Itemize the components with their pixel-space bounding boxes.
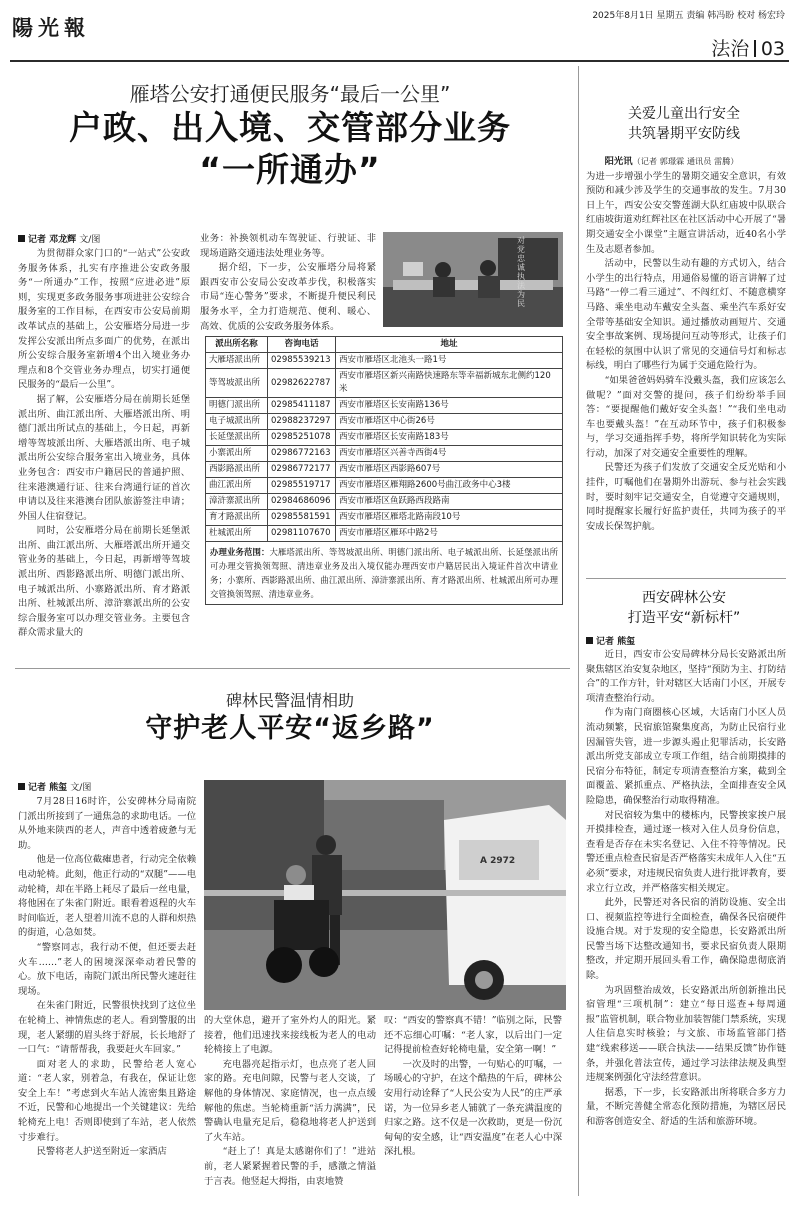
station-name-cell: 长延堡派出所	[206, 430, 268, 446]
station-address-cell: 西安市雁塔区西影路607号	[336, 462, 563, 478]
second-photo	[204, 780, 566, 1010]
section-divider	[754, 40, 756, 57]
lead-photo	[383, 232, 563, 327]
station-address-cell: 西安市雁塔区北池头一路1号	[336, 353, 563, 369]
lead-kicker: 雁塔公安打通便民服务“最后一公里”	[129, 82, 451, 106]
station-name-cell: 小寨派出所	[206, 446, 268, 462]
section-label	[711, 34, 785, 61]
paragraph: 面对老人的求助，民警给老人宽心道：“老人家，别着急，有我在，保证让您安全上车！”考虑到火车站人流密集且路途不近，民警和心地提出一个关键建议：先给轮椅充上电！否则即使到了车站，老人依然寸步难行。	[18, 1058, 196, 1143]
paragraph: 民警还为孩子们发放了交通安全反光贴和小挂件，叮嘱他们在暑期外出游玩、参与社会实践时，要时刻牢记交通安全，自觉遵守交通规则，同时提醒家长履行好监护责任，共同为孩子的平安成长保驾护航。	[586, 462, 786, 532]
station-address-cell: 西安市雁塔区雁塔北路南段10号	[336, 510, 563, 526]
second-headline: 守护老人平安“返乡路”	[145, 713, 435, 744]
sidebar-story2-title-line2: 打造平安“新标杆”	[627, 610, 741, 626]
car-plate-number: A 2972	[480, 856, 516, 866]
station-name-cell: 曲江派出所	[206, 478, 268, 494]
sidebar-story2-title-line1: 西安碑林公安	[642, 590, 726, 606]
station-address-cell: 西安市雁塔区兴善寺西街4号	[336, 446, 563, 462]
table-row	[206, 462, 563, 478]
paragraph: 他是一位高位截瘫患者，行动完全依赖电动轮椅。此刻，他正行动的“双腿”——电动轮椅，却在半路上耗尽了最后一丝电量，将他困在了朱雀门附近。眼看着返程的火车时间临近，老人望着川流不息的人群和炽热的街道，心急如焚。	[18, 854, 196, 939]
table-row	[206, 430, 563, 446]
second-column-2	[204, 1014, 376, 1197]
station-address-cell: 西安市雁塔区长安南路136号	[336, 398, 563, 414]
paragraph: 活动中，民警以生动有趣的方式切入，结合小学生的出行特点，用通俗易懂的语言讲解了过马路“一停二看三通过”、不闯红灯、不随意横穿马路、乘坐电动车戴安全头盔、乘坐汽车系好安全带等基础安全知识。通过播放动画短片、交通安全事故案例、现场提问互动等形式，让孩子们在轻松的氛围中认识了常见的交通信号灯和标志标线，明白了哪些行为属于交通危险行为。	[586, 258, 786, 372]
station-table-wrapper	[205, 336, 563, 605]
paragraph: 为贯彻群众家门口的“一站式”公安政务服务体系，扎实有序推进公安政务服务“一所通办”工作，按照“应进必进”原则，实现更多政务服务事项进驻公安综合服务室的工作目标，在西安市公安局前期改革试点的基础上，公安雁塔分局进一步发挥公安派出所点多面广的优势，在派出所公安综合服务室新增4个出入境业务办理点和8个交管业务办理点，切实打通便民服务的“最后一公里”。	[18, 248, 190, 391]
table-header: 咨询电话	[268, 337, 336, 353]
table-row	[206, 526, 563, 542]
paragraph: 为巩固整治成效，长安路派出所创新推出民宿管理“三项机制”：建立“每日巡查+每周通报”监管机制，联合物业加装智能门禁系统，实现人住信息实时核验；与文旅、市场监管部门搭建“线索移送——联合执法——结果反馈”协作链条，并强化普法宣传，通过学习法律法规及典型违规案例强化守法经营意识。	[586, 984, 786, 1084]
station-phone-cell: 02981107670	[268, 526, 336, 542]
station-phone-cell: 02986772177	[268, 462, 336, 478]
paragraph: 在朱雀门附近，民警很快找到了这位坐在轮椅上、神情焦虑的老人。看到警服的出现，老人紧绷的眉头终于舒展，长长地舒了一口气：“请帮帮我，我要赶火车回家。”	[18, 1000, 196, 1056]
column-divider	[578, 66, 579, 1196]
second-byline: 记者 熊玺 文/图	[18, 780, 91, 793]
station-phone-cell: 02986772163	[268, 446, 336, 462]
second-column-1	[18, 795, 196, 1197]
lead-headline-line1: 户政、出入境、交管部分业务	[69, 108, 511, 147]
table-header: 地址	[336, 337, 563, 353]
second-column-3	[384, 1014, 562, 1197]
paragraph: 为进一步增强小学生的暑期交通安全意识，有效预防和减少涉及学生的交通事故的发生。7月30日上午，西安公安交警莲湖大队红庙坡中队联合红庙坡街道劝红辉社区在社区活动中心开展了“暑期交通安全小课堂”主题宣讲活动，近40名小学生及志愿者参加。	[586, 170, 786, 255]
police-helping-elder-photo	[204, 780, 566, 1010]
edition-info: 2025年8月1日 星期五 责编 韩冯盼 校对 杨宏玲	[592, 11, 785, 21]
table-body	[206, 353, 563, 542]
lead-byline: 记者 邓龙辉 文/图	[18, 232, 100, 245]
station-phone-cell: 02985411187	[268, 398, 336, 414]
scope-label: 办理业务范围：	[210, 547, 270, 557]
scope-text: 大雁塔派出所、等驾坡派出所、明德门派出所、电子城派出所、长延堡派出所可办理交管换领驾照、清违章业务及出入境仅能办理西安市户籍居民出入境证件首次申请业务；小寨所、西影路派出所、曲江派出所、漳浒寨派出所、育才路派出所、杜城派出所可办理交管换领驾照、清违章业务。	[210, 547, 559, 599]
sidebar-story1-body	[586, 154, 786, 574]
page-number: 03	[760, 38, 785, 60]
lead-column-1	[18, 247, 190, 655]
station-name-cell: 大雁塔派出所	[206, 353, 268, 369]
paragraph: 的大堂休息，避开了室外灼人的阳光。紧接着，他们迅速找来接线板为老人的电动轮椅接上了电源。	[204, 1015, 376, 1056]
sidebar-rule	[586, 578, 786, 579]
lead-headline-line2: “一所通办”	[199, 150, 381, 189]
photo-wall-slogan: 对党忠诚 执法为民	[517, 236, 525, 308]
table-row	[206, 398, 563, 414]
byline-marker	[18, 783, 25, 790]
sidebar-story1-byline: 阳光讯（记者 郭璟霖 通讯员 雷腾）	[604, 156, 739, 167]
paragraph: “赶上了！真是太感谢你们了！”进站前，老人紧紧握着民警的手，感激之情溢于言表。他竖起大拇指，由衷地赞	[204, 1146, 376, 1187]
byline-marker	[586, 637, 593, 644]
sidebar-story1-title-line1: 关爱儿童出行安全	[628, 106, 740, 122]
masthead-rule	[10, 60, 789, 62]
station-phone-cell: 02985581591	[268, 510, 336, 526]
lead-column-2	[200, 232, 376, 332]
paragraph: 民警将老人护送至附近一家酒店	[36, 1146, 167, 1158]
station-address-cell: 西安市雁塔区新兴南路快速路东等幸福新城东北侧约120米	[336, 369, 563, 398]
paragraph: 叹：“西安的警察真不错！”临别之际，民警还不忘细心叮嘱：“老人家，以后出门一定记得提前检查好轮椅电量，安全第一啊！”	[384, 1015, 562, 1056]
paragraph: 据介绍，下一步，公安雁塔分局将紧跟西安市公安局公安改革步伐，积极落实市局“连心警务”要求，不断提升便民利民服务水平，全力打造规范、便利、暖心、高效、优质的公安政务服务体系。	[200, 262, 376, 332]
table-row	[206, 353, 563, 369]
station-phone-cell: 02988237297	[268, 414, 336, 430]
table-header: 派出所名称	[206, 337, 268, 353]
station-name-cell: 等驾坡派出所	[206, 369, 268, 398]
station-name-cell: 漳浒寨派出所	[206, 494, 268, 510]
station-name-cell: 杜城派出所	[206, 526, 268, 542]
station-phone-cell: 02985519717	[268, 478, 336, 494]
station-address-cell: 西安市雁塔区中心街26号	[336, 414, 563, 430]
paragraph: 据了解，公安雁塔分局在前期长延堡派出所、曲江派出所、大雁塔派出所、明德门派出所试点的基础上，今日起，再新增等驾坡派出所、大雁塔派出所、电子城派出所公安综合服务室出入境业务，具体业务包含：西安市户籍居民的普通护照、往来港澳通行证、往来台湾通行证的首次申请以及往来港澳台团队旅游签注申请；外国人住宿登记。	[18, 393, 190, 522]
table-row	[206, 494, 563, 510]
newspaper-logo: 陽光報	[12, 15, 90, 40]
byline-marker	[18, 235, 25, 242]
table-row	[206, 446, 563, 462]
sidebar-story2-body	[586, 648, 786, 1197]
paragraph: 近日，西安市公安局碑林分局长安路派出所聚焦辖区治安复杂地区，坚持“预防为主、打防结合”的工作方针，针对辖区大话南门小区，开展专项清查整治行动。	[586, 649, 786, 704]
station-phone-cell: 02985539213	[268, 353, 336, 369]
section-rule	[15, 668, 570, 669]
station-table	[205, 336, 563, 542]
table-row	[206, 478, 563, 494]
station-address-cell: 西安市雁塔区长安南路183号	[336, 430, 563, 446]
table-row	[206, 510, 563, 526]
station-phone-cell: 02985251078	[268, 430, 336, 446]
station-name-cell: 明德门派出所	[206, 398, 268, 414]
paragraph: “如果爸爸妈妈骑车没戴头盔，我们应该怎么做呢？”面对交警的提问，孩子们纷纷举手回答：“要提醒他们戴好安全头盔！”“我们坐电动车也要戴头盔！”在互动环节中，孩子们积极参与，学习交通指挥手势，将所学知识转化为实际行动，加深了对交通安全重要性的理解。	[586, 374, 786, 459]
station-address-cell: 西安市雁塔区雁翔路2600号曲江政务中心3楼	[336, 478, 563, 494]
service-counter-photo	[383, 232, 563, 327]
second-kicker: 碑林民警温情相助	[225, 691, 354, 710]
paragraph: 7月28日16时许，公安碑林分局南院门派出所接到了一通焦急的求助电话。一位从外地来陕西的老人，声音中透着疲惫与无助。	[18, 796, 196, 851]
section-name: 法治	[711, 38, 750, 60]
station-name-cell: 电子城派出所	[206, 414, 268, 430]
paragraph: 作为南门商圈核心区域，大话南门小区人员流动频繁，民宿旅馆聚集度高，为防止民宿行业因漏管失管，进一步源头遏止犯罪活动，长安路派出所党支部成立专项工作组，结合前期摸排的民宿分布特征，制定专项清查整治方案，截到全面覆盖、紧抓重点、严格执法，全面排查安全风险隐患，确保整治行动取得精准。	[586, 707, 786, 806]
station-address-cell: 西安市雁塔区鱼跃路西段路南	[336, 494, 563, 510]
station-name-cell: 西影路派出所	[206, 462, 268, 478]
sidebar-story1-title-line2: 共筑暑期平安防线	[628, 126, 740, 142]
paragraph: “警察同志，我行动不便，但还要去赶火车……”老人的困境深深牵动着民警的心。放下电话，南院门派出所民警火速赶往现场。	[18, 941, 196, 997]
table-row	[206, 414, 563, 430]
table-header-row	[206, 337, 563, 353]
station-name-cell: 育才路派出所	[206, 510, 268, 526]
paragraph: 一次及时的出警，一句贴心的叮嘱，一场暖心的守护，在这个酷热的午后，碑林公安用行动诠释了“人民公安为人民”的庄严承诺，为一位异乡老人铺就了一条充满温度的归家之路。这不仅是一次救助，更是一份沉甸甸的安全感，让“西安温度”在老人心中深深扎根。	[384, 1058, 562, 1158]
station-address-cell: 西安市雁塔区雁环中路2号	[336, 526, 563, 542]
paragraph: 对民宿较为集中的楼栋内，民警挨家挨户展开摸排检查，通过逐一核对入住人员身份信息，查看是否存在未实名登记、入住不符等情况。民警还重点检查民宿是否严格落实未成年人入住“五必须”要求，对违规民宿负责人进行批评教育，要求立行立改，并严格落实相关规定。	[586, 809, 786, 894]
station-phone-cell: 02982622787	[268, 369, 336, 398]
paragraph: 充电器亮起指示灯，也点亮了老人回家的路。充电间隙，民警与老人交谈，了解他的身体情况、家庭情况，也一点点缓解他的焦虑。当轮椅重新“活力满满”，民警确认电量充足后，稳稳地将老人护送到了火车站。	[204, 1058, 376, 1143]
paragraph: 业务：补换领机动车驾驶证、行驶证、非现场道路交通违法处理业务等。	[200, 233, 376, 259]
table-row	[206, 369, 563, 398]
paragraph: 据悉，下一步，长安路派出所将联合多方力量，不断完善健全常态化预防措施，为辖区居民和游客创造安全、舒适的生活和旅游环境。	[586, 1086, 786, 1127]
station-phone-cell: 02984686096	[268, 494, 336, 510]
paragraph: 同时，公安雁塔分局在前期长延堡派出所、曲江派出所、大雁塔派出所开通交管业务的基础上，今日起，再新增等驾坡派出所、西影路派出所、明德门派出所、电子城派出所、小寨路派出所、育才路派出所、杜城派出所、漳浒寨派出所的公安综合服务室可以办理交管业务。主要包含群众需求量大的	[18, 525, 190, 639]
service-scope-note	[205, 542, 563, 605]
sidebar-story2-byline: 记者 熊玺	[586, 634, 635, 647]
paragraph: 此外，民警还对各民宿的消防设施、安全出口、视频监控等进行全面检查，确保各民宿硬件设施合规。对于发现的安全隐患，长安路派出所民警当场下达整改通知书，要求民宿负责人限期整改，并定期开展回头看工作，确保隐患彻底消除。	[586, 897, 786, 982]
